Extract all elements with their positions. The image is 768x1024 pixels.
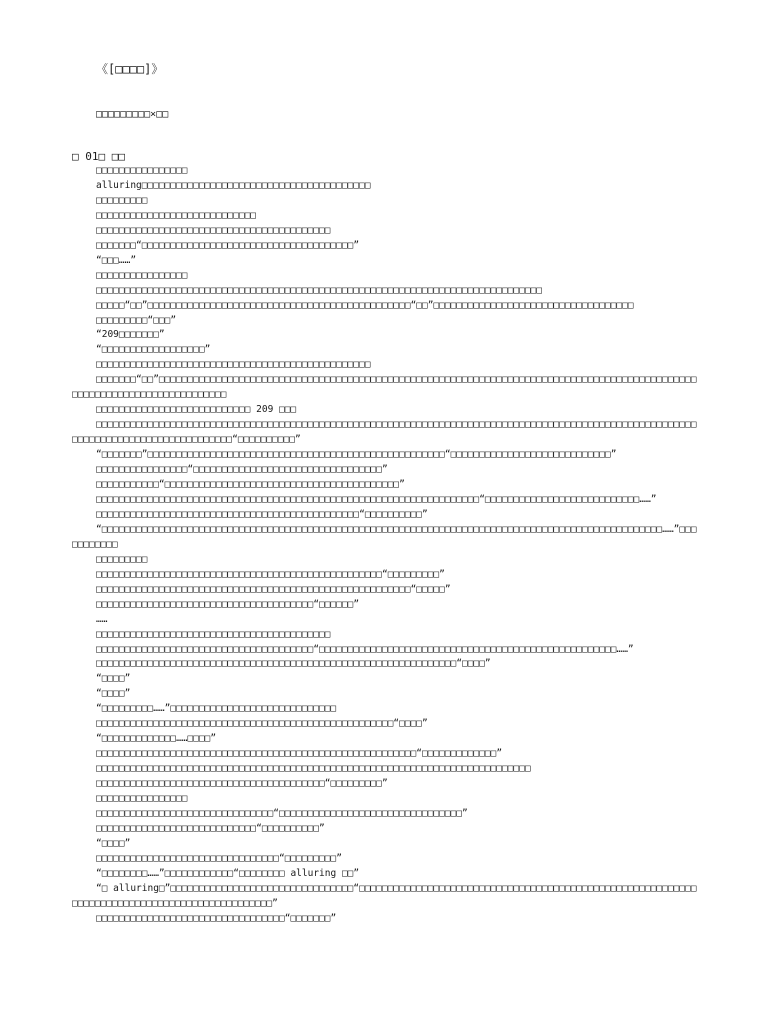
body-paragraph: □□□□□□□□□□□□□□□□□□□□□□□□□□□□□□□□□□□□□□□□□□□□□□“□□□□□□□□□□” (96, 508, 428, 520)
body-paragraph: □□□□□□□□□□□□□□□□“□□□□□□□□□□□□□□□□□□□□□□□□□□□□□□□□□” (96, 464, 388, 476)
body-paragraph: □□□□□□□□□□□□□□□□□□□□□□□□□□□□□□□□□“□□□□□□□” (96, 912, 337, 924)
body-paragraph: “209□□□□□□□” (96, 329, 165, 341)
author-line: □□□□□□□□□×□□ (96, 109, 169, 120)
body-paragraph: □□□□□□□□□□□□□□□□□□□□□□□□□□□□□□□□“□□□□□□□□□” (96, 852, 342, 864)
body-paragraph: □□□□□□□□□“□□□” (96, 314, 177, 326)
body-paragraph: □□□□□□□□□□□□□□□□ (96, 269, 188, 281)
body-paragraph: □□□□□□□□□□□□□□□□□□□□□□□□□□□□□□□□□□□□□□□□□□□□□□□□□□□□□□□□□□□□□□□□□□□□□□□□□□□□ (96, 763, 531, 775)
document-page (72, 62, 697, 927)
body-paragraph: □□□□□□□□□□□□□□□□□□□□□□□□□□□□□□□□□□□□□□□□□□□□□□□□□□□□□□□□□□□□□□□“□□□□” (96, 658, 491, 670)
body-paragraph: □□□□□□□□□□□□□□□□□□□□□□□□□□□□□□□□□□□□□□□□□□□□□□□□□□“□□□□□□□□□” (96, 568, 445, 580)
body-paragraph: □□□□□□□□□□□□□□□□□□□□□□□□□□□□□□□□□□□□□□□□□□□□□□□□ (96, 359, 371, 371)
body-paragraph: “□□□……” (96, 254, 137, 266)
body-paragraph: □□□□□□□□□□□□□□□□□□□□□□□□□□□□“□□□□□□□□□□” (96, 822, 325, 834)
body-paragraph: □□□□□□□□□□□“□□□□□□□□□□□□□□□□□□□□□□□□□□□□□□□□□□□□□□□□□” (96, 479, 405, 491)
body-paragraph: □□□□□□□□□□□□□□□□□□□□□□□□□□□□□□□□□□□□□□□□□□□□□□□□□□□□“□□□□” (96, 718, 428, 730)
body-paragraph: □□□□□□□□□□□□□□□□□□□□□□□□□□□□□□□□□□□□□□□□□□□□□□□□□□□□□□□□□□□□□□□□□□□“□□□□□□□□□□□□□□□□□□□□□□□□□□□……” (96, 493, 657, 505)
body-paragraph: “□□□□” (96, 688, 131, 700)
body-paragraph: □□□□□□□“□□”□□□□□□□□□□□□□□□□□□□□□□□□□□□□□□□□□□□□□□□□□□□□□□□□□□□□□□□□□□□□□□□□□□□□□□□□□□□□□□□□□□□□□□□□□□□□□□□□□□□□□□□□□□□□□□□□□□□□□□□□□ (72, 374, 697, 401)
body-paragraph: □□□□□□□□□ (96, 553, 148, 565)
body-paragraph: “□□□□□□□□□□□□□□□□□□” (96, 344, 211, 356)
body-paragraph: “□□□□” (96, 673, 131, 685)
chapter-heading: □ 01□ □□ (72, 150, 125, 163)
body-paragraph: □□□□□□□□□□□□□□□□□□□□□□□□□□□□□□□□□□□□□□□□□□□□□□□□□□□□□□□□“□□□□□□□□□□□□□” (96, 748, 503, 760)
body-paragraph: □□□□□□□□□□□□□□□□□□□□□□□□□□□□□□□□□□□□□□“□□□□□□□□□□□□□□□□□□□□□□□□□□□□□□□□□□□□□□□□□□□□□□□□□□□□……” (96, 643, 634, 655)
body-paragraph: □□□□□“□□”□□□□□□□□□□□□□□□□□□□□□□□□□□□□□□□□□□□□□□□□□□□□□□“□□”□□□□□□□□□□□□□□□□□□□□□□□□□□□□□□□□□□□ (96, 299, 634, 311)
body-paragraph: “□□□□□□□□……”□□□□□□□□□□□□“□□□□□□□□ alluring □□” (96, 867, 360, 879)
body-paragraph: □□□□□□□□□□□□□□□□□□□□□□□□□□□□□□□□□□□□□□□□□ (96, 628, 331, 640)
body-paragraph: □□□□□□□□□□□□□□□□□□□□□□□□□□□□ (96, 209, 257, 221)
body-paragraph: “□□□□□□□”□□□□□□□□□□□□□□□□□□□□□□□□□□□□□□□□□□□□□□□□□□□□□□□□□□□□“□□□□□□□□□□□□□□□□□□□□□□□□□□□□” (96, 449, 617, 461)
body-paragraph: □□□□□□□□□□□□□□□□ (96, 793, 188, 805)
body-paragraph: □□□□□□□□□□□□□□□□□□□□□□□□□□□□□□□□□□□□□□□□□□□□□□□□□□□□□□□□□□□□□□□□□□□□□□□□□□□□□□ (96, 284, 543, 296)
body-paragraph: alluring□□□□□□□□□□□□□□□□□□□□□□□□□□□□□□□□□□□□□□□□ (96, 179, 371, 191)
body-paragraph: □□□□□□□□□ (96, 194, 148, 206)
body-paragraph: □□□□□□□□□□□□□□□□□□□□□□□□□□□ 209 □□□ (96, 404, 297, 416)
body-paragraph: □□□□□□□“□□□□□□□□□□□□□□□□□□□□□□□□□□□□□□□□□□□□□” (96, 239, 360, 251)
body-paragraph: “□□□□” (96, 837, 131, 849)
chapter-body (72, 164, 697, 927)
body-paragraph: □□□□□□□□□□□□□□□□□□□□□□□□□□□□□□□□□□□□□□□□□ (96, 224, 331, 236)
body-paragraph: □□□□□□□□□□□□□□□□□□□□□□□□□□□□□□□“□□□□□□□□□□□□□□□□□□□□□□□□□□□□□□□□” (96, 807, 468, 819)
body-paragraph: “□ alluring□”□□□□□□□□□□□□□□□□□□□□□□□□□□□□□□□□“□□□□□□□□□□□□□□□□□□□□□□□□□□□□□□□□□□□□□□□□□□□□□□□□□□□□□□□□□□□□□□□□□□□□□□□□□□□□□□□□□□□□□□□□□□□□□□” (72, 882, 697, 909)
body-paragraph: □□□□□□□□□□□□□□□□□□□□□□□□□□□□□□□□□□□□□□□□□□□□□□□□□□□□□□□“□□□□□” (96, 583, 451, 595)
body-paragraph: “□□□□□□□□□□□□□……□□□□” (96, 733, 217, 745)
body-paragraph: □□□□□□□□□□□□□□□□□□□□□□□□□□□□□□□□□□□□□□□□“□□□□□□□□□” (96, 778, 388, 790)
body-paragraph: “□□□□□□□□□□□□□□□□□□□□□□□□□□□□□□□□□□□□□□□□□□□□□□□□□□□□□□□□□□□□□□□□□□□□□□□□□□□□□□□□□□□□□□□□□□□□□□□□□□……”□□□□□□□□□□□ (72, 523, 697, 550)
body-paragraph: □□□□□□□□□□□□□□□□□□□□□□□□□□□□□□□□□□□□□□“□□□□□□” (96, 598, 360, 610)
body-paragraph: □□□□□□□□□□□□□□□□□□□□□□□□□□□□□□□□□□□□□□□□□□□□□□□□□□□□□□□□□□□□□□□□□□□□□□□□□□□□□□□□□□□□□□□□□□□□□□□□□□□□□□□□□□□□□□□□□□□□□□□□□□□□□□□□□□□□□“□□□□□□□□□□” (72, 419, 697, 446)
body-paragraph: “□□□□□□□□□……”□□□□□□□□□□□□□□□□□□□□□□□□□□□□□ (96, 703, 337, 715)
body-paragraph: □□□□□□□□□□□□□□□□ (96, 165, 188, 176)
body-paragraph: …… (96, 613, 108, 625)
book-title: 《[□□□□]》 (96, 62, 164, 76)
